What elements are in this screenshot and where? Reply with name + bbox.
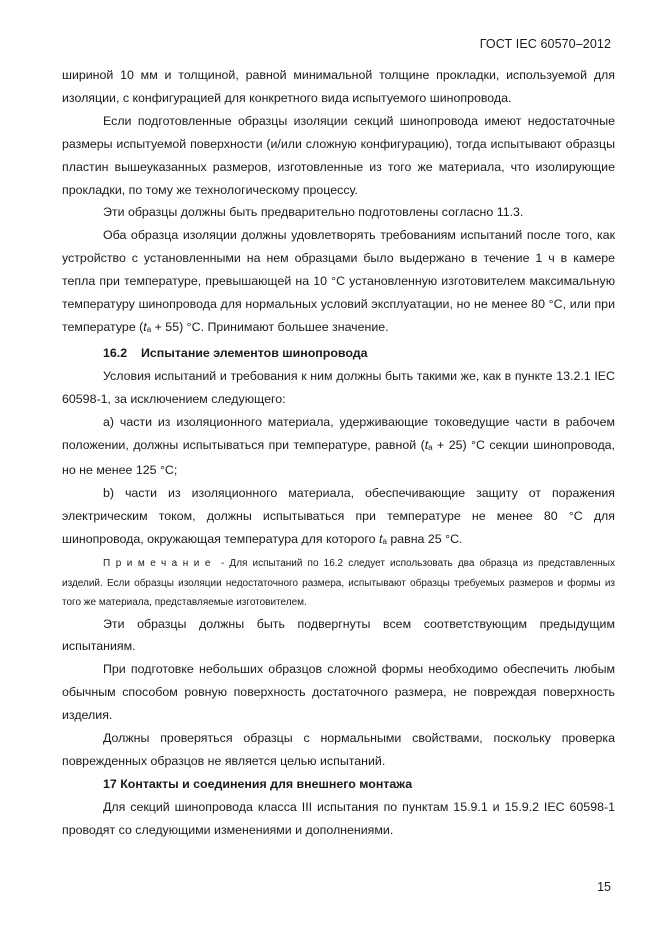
symbol-subscript: a xyxy=(428,442,433,452)
note-label: Примечание xyxy=(103,558,216,570)
list-item-b xyxy=(62,482,615,554)
list-item-a xyxy=(62,411,615,483)
paragraph xyxy=(62,224,615,342)
page-content xyxy=(62,64,615,842)
section-number: 16.2 xyxy=(103,345,128,360)
symbol-t: t xyxy=(424,437,429,452)
paragraph: Эти образцы должны быть предварительно подготовлены согласно 11.3. xyxy=(103,205,524,220)
text-fragment: + 55) °С. Принимают большее значение. xyxy=(151,319,389,334)
paragraph: Если подготовленные образцы изоляции секций шинопровода имеют недостаточные размеры испытуемой поверхности (и/или сложную конфигурацию), тогда испытывают образцы пластин вышеуказанных размеров, изготовленные из того же материала, что изолирующие прокладки, по тому же технологическому процессу. xyxy=(62,113,615,197)
page-number: 15 xyxy=(597,880,611,894)
paragraph: Эти образцы должны быть подвергнуты всем соответствующим предыдущим испытаниям. xyxy=(62,616,615,654)
symbol-subscript: a xyxy=(146,324,152,334)
section-title: Испытание элементов шинопровода xyxy=(141,345,368,360)
text-fragment: + 25) °С секции шинопровода, но не менее 125 °С; xyxy=(62,437,616,478)
standard-header: ГОСТ IEC 60570–2012 xyxy=(479,37,611,51)
paragraph: Для секций шинопровода класса III испытания по пунктам 15.9.1 и 15.9.2 IEC 60598-1 проводят со следующими изменениями и дополнениями. xyxy=(62,799,615,837)
text-fragment: а) части из изоляционного материала, удерживающие токоведущие части в рабочем положении, должны испытываться при температуре, равной ( xyxy=(62,414,615,452)
paragraph: При подготовке небольших образцов сложной формы необходимо обеспечить любым обычным способом ровную поверхность достаточного размера, не повреждая поверхность изделия. xyxy=(62,662,615,723)
symbol-t: t xyxy=(379,532,383,547)
note xyxy=(62,554,615,613)
text-fragment: b) части из изоляционного материала, обеспечивающие защиту от поражения электрическим током, должны испытываться при температуре не менее 80 °С для шинопровода, окружающая температура для которого xyxy=(62,486,615,547)
text-fragment: равна 25 °С. xyxy=(386,532,463,547)
symbol-t: t xyxy=(143,319,147,334)
paragraph: Условия испытаний и требования к ним должны быть такими же, как в пункте 13.2.1 IEC 60598-1, за исключением следующего: xyxy=(62,368,615,406)
symbol-subscript: a xyxy=(382,537,387,547)
text-fragment: Оба образца изоляции должны удовлетворять требованиям испытаний после того, как устройство с установленными на нем образцами было выдержано в течение 1 ч в камере тепла при температуре, превышающей на 10 °С установленную изготовителем максимальную температуру шинопровода для нормальных условий эксплуатации, но не менее 80 °С, или при температуре ( xyxy=(62,228,615,334)
section-heading-16-2 xyxy=(62,342,615,365)
paragraph: Должны проверяться образцы с нормальными свойствами, поскольку проверка поврежденных образцов не является целью испытаний. xyxy=(62,731,615,768)
section-heading-17: 17 Контакты и соединения для внешнего монтажа xyxy=(103,776,413,791)
paragraph: шириной 10 мм и толщиной, равной минимальной толщине прокладки, используемой для изоляции, с конфигурацией для конкретного вида испытуемого шинопровода. xyxy=(62,68,615,105)
note-text: - Для испытаний по 16.2 следует использовать два образца из представленных изделий. Если образцы изоляции недостаточного размера, испытывают образцы требуемых размеров и формы из того же материала, представляемые изготовителем. xyxy=(62,558,615,609)
